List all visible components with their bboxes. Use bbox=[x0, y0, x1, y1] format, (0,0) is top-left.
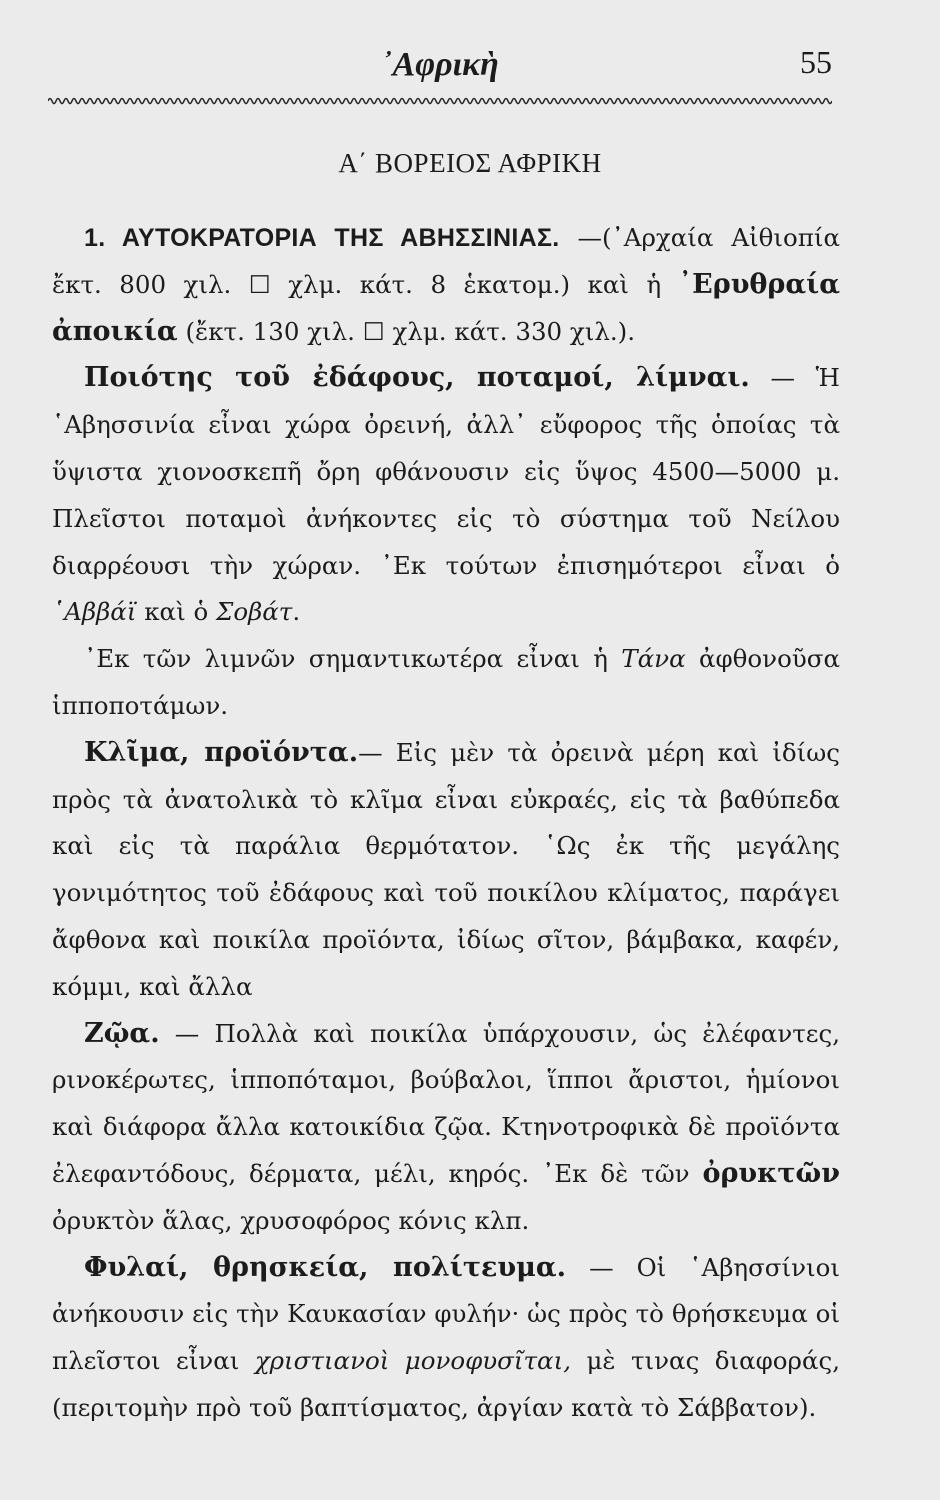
religion-term: χριστιανοὶ μονοφυσῖται, bbox=[254, 1346, 571, 1376]
page-number: 55 bbox=[800, 44, 832, 80]
page-header bbox=[48, 42, 832, 92]
people-text-2: μὲ τινας διαφοράς, (περιτομὴν πρὸ τοῦ βαπτίσματος, ἀργίαν κατὰ τὸ Σάββατον). bbox=[52, 1346, 841, 1422]
section-title: 1. ΑΥΤΟΚΡΑΤΟΡΙΑ ΤΗΣ ΑΒΗΣΣΙΝΙΑΣ. bbox=[84, 224, 560, 252]
section-paragraph bbox=[52, 215, 840, 355]
climate-paragraph bbox=[52, 730, 840, 1011]
lake-tana: Τάνα bbox=[621, 644, 686, 674]
section-intro-4: χλμ. κάτ. 330 χιλ.). bbox=[384, 316, 636, 346]
section-intro-3: (ἔκτ. 130 χιλ. bbox=[177, 316, 363, 346]
eritrea-heading: ᾿Ερυθραία ἀποικία bbox=[52, 268, 841, 347]
section-intro-1: —(᾿Αρχαία Αἰθιοπία ἔκτ. 800 χιλ. bbox=[52, 223, 840, 299]
climate-text: — Εἰς μὲν τὰ ὀρεινὰ μέρη καὶ ἰδίως πρὸς τὰ ἀνατολικὰ τὸ κλῖμα εἶναι εὐκραές, εἰς τὰ βαθύπεδα καὶ εἰς τὰ παράλια θερμότατον. ῾Ως ἐκ τῆς μεγάλης γονιμότητος τοῦ ἐδάφους καὶ τοῦ ποικίλου κλίματος, παράγει ἄφθονα καὶ ποικίλα προϊόντα, ἰδίως σῖτον, βάμβακα, καφέν, κόμμι, καὶ ἄλλα bbox=[52, 737, 840, 1001]
river-abbai: ῾Αββάϊ bbox=[52, 597, 137, 627]
river-sobat: Σοβάτ bbox=[216, 597, 293, 627]
lakes-text-1: ᾿Εκ τῶν λιμνῶν σημαντικωτέρα εἶναι ἡ bbox=[84, 644, 622, 674]
wavy-header-rule bbox=[48, 94, 832, 108]
climate-heading: Κλῖμα, προϊόντα. bbox=[84, 736, 359, 768]
people-paragraph bbox=[52, 1245, 840, 1432]
body-text bbox=[52, 215, 840, 1432]
animals-paragraph bbox=[52, 1011, 840, 1245]
part-title: Α΄ ΒΟΡΕΙΟΣ ΑΦΡΙΚΗ bbox=[338, 148, 602, 178]
section-intro-2: χλμ. κάτ. 8 ἑκατομ.) καὶ ἡ bbox=[270, 269, 679, 299]
people-heading: Φυλαί, θρησκεία, πολίτευμα. bbox=[84, 1251, 567, 1283]
running-title: ᾿Αφρικὴ bbox=[381, 46, 499, 83]
minerals-heading: ὀρυκτῶν bbox=[702, 1157, 840, 1189]
people-text-1: — Οἱ ῾Αβησσίνιοι ἀνήκουσιν εἰς τὴν Καυκασίαν φυλήν· ὡς πρὸς τὸ θρήσκευμα οἱ πλεῖστοι εἶναι bbox=[52, 1252, 840, 1376]
square-symbol-icon: ☐ bbox=[362, 316, 385, 346]
terrain-paragraph bbox=[52, 355, 840, 636]
terrain-heading: Ποιότης τοῦ ἐδάφους, ποταμοί, λίμναι. bbox=[84, 362, 750, 394]
terrain-text-1: — Ἡ ῾Αβησσινία εἶναι χώρα ὀρεινή, ἀλλ᾿ εὔφορος τῆς ὁποίας τὰ ὕψιστα χιονοσκεπῆ ὄρη φθάνουσιν εἰς ὕψος 4500—5000 μ. Πλεῖστοι ποταμοὶ ἀνήκοντες εἰς τὸ σύστημα τοῦ Νείλου διαρρέουσι τὴν χώραν. ᾿Εκ τούτων ἐπισημότεροι εἶναι ὁ bbox=[52, 363, 840, 580]
terrain-text-2: καὶ ὁ bbox=[136, 597, 217, 627]
animals-text-2: ὀρυκτὸν ἅλας, χρυσοφόρος κόνις κλπ. bbox=[52, 1205, 530, 1235]
animals-heading: Ζῷα. bbox=[84, 1017, 160, 1049]
lakes-paragraph bbox=[52, 636, 840, 730]
square-symbol-icon: ☐ bbox=[248, 269, 271, 299]
lakes-text-2: ἀφθονοῦσα ἱπποποτάμων. bbox=[52, 644, 840, 720]
terrain-text-3: . bbox=[292, 597, 301, 627]
animals-text-1: — Πολλὰ καὶ ποικίλα ὑπάρχουσιν, ὡς ἐλέφαντες, ρινοκέρωτες, ἱπποπόταμοι, βούβαλοι, ἵπποι ἄριστοι, ἡμίονοι καὶ διάφορα ἄλλα κατοικίδια ζῷα. Κτηνοτροφικὰ δὲ προϊόντα ἐλεφαντόδους, δέρματα, μέλι, κηρός. ᾿Εκ δὲ τῶν bbox=[52, 1018, 840, 1188]
